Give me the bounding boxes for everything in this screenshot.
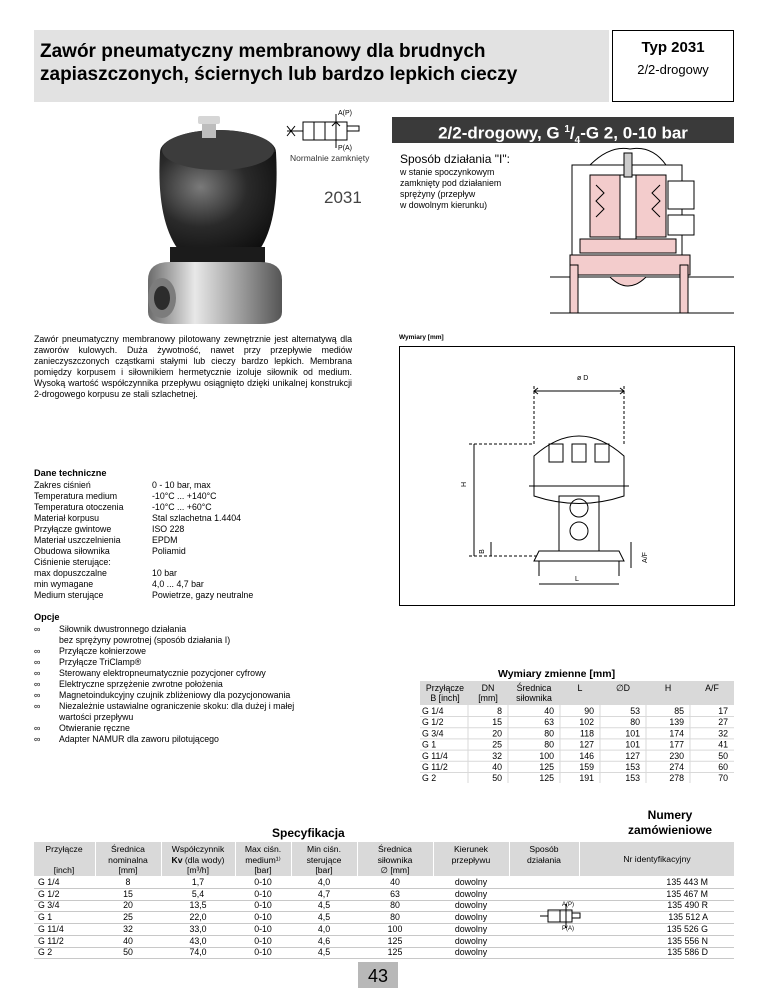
table-cell: 230 — [669, 750, 684, 761]
spec-cell: G 1 — [38, 912, 53, 923]
spec-header-line: siłownika — [377, 854, 413, 865]
spec-cell: 20 — [123, 900, 133, 911]
spec-header — [96, 844, 160, 876]
tech-row — [34, 590, 364, 601]
bullet-icon: ∞ — [34, 734, 41, 744]
spec-cell: 0-10 — [254, 947, 272, 958]
table-cell: 40 — [492, 762, 502, 772]
option-text: wartości przepływu — [59, 712, 134, 722]
table-cell: 53 — [630, 706, 640, 716]
spec-cell: 0-10 — [254, 935, 272, 946]
table-cell: 80 — [630, 717, 640, 728]
tech-value: -10°C ... +140°C — [152, 491, 217, 501]
normal-closed-label: Normalnie zamknięty — [290, 153, 370, 163]
table-cell: 125 — [539, 773, 554, 783]
spec-header-line: [bar] — [254, 865, 272, 875]
option-text: Elektryczne sprzężenie zwrotne położenia — [59, 679, 223, 689]
page-title: Zawór pneumatyczny membranowy dla brudnych zapiaszczonych, ściernych lub bardzo lepkich cieczy — [40, 41, 518, 85]
model-number: 2031 — [324, 188, 362, 207]
table-cell: 153 — [625, 773, 640, 783]
spec-header — [34, 844, 94, 876]
dim-l-label: L — [575, 576, 579, 583]
variable-dims-table — [420, 681, 734, 783]
spec-cell: dowolny — [454, 947, 488, 958]
spec-header-line: przepływu — [451, 854, 491, 865]
table-cell: 101 — [625, 739, 640, 750]
table-cell: 85 — [674, 706, 684, 716]
table-cell: 153 — [625, 762, 640, 772]
spec-cell: 25 — [123, 912, 133, 923]
tech-row — [34, 524, 364, 535]
tech-value: Powietrze, gazy neutralne — [152, 590, 254, 600]
tech-value: 4,0 ... 4,7 bar — [152, 579, 204, 589]
tech-value: ISO 228 — [152, 524, 185, 534]
bullet-icon: ∞ — [34, 701, 41, 711]
table-cell: 102 — [579, 717, 594, 728]
table-cell: 125 — [539, 762, 554, 772]
option-text: Siłownik dwustronnego działania — [59, 624, 187, 634]
dim-af-label: A/F — [641, 552, 649, 563]
spec-cell: 4,5 — [317, 947, 331, 958]
tech-key: Medium sterujące — [34, 590, 104, 600]
spec-cell: 135 556 N — [667, 935, 708, 946]
tech-key: Obudowa siłownika — [34, 546, 110, 556]
spec-header-line: [mm] — [118, 865, 138, 875]
row-rule — [34, 958, 734, 959]
spec-cell: 125 — [387, 935, 403, 946]
tech-row — [34, 568, 364, 579]
dim-b-label: B — [478, 549, 486, 554]
bullet-icon: ∞ — [34, 690, 41, 700]
spec-cell: 0-10 — [254, 900, 272, 911]
tech-row — [34, 513, 364, 524]
table-cell: 278 — [669, 773, 684, 783]
option-text: Sterowany elektropneumatycznie pozycjoner cyfrowy — [59, 668, 266, 678]
spec-cell: 43,0 — [189, 935, 207, 946]
table-cell: 118 — [579, 728, 594, 739]
spec-header — [510, 844, 578, 865]
spec-cell: 135 526 G — [666, 923, 708, 934]
spec-header — [236, 844, 290, 876]
spec-port-p-label: P(A) — [562, 926, 574, 932]
table-cell: 60 — [718, 762, 728, 772]
spec-header-line: ∅ [mm] — [380, 865, 410, 875]
spec-cell: 74,0 — [189, 947, 207, 958]
spec-cell: 0-10 — [254, 877, 272, 887]
table-cell: 80 — [544, 728, 554, 739]
tech-value: 10 bar — [152, 568, 177, 578]
spec-cell: G 2 — [38, 947, 53, 958]
option-text: Przyłącze kołnierzowe — [59, 646, 147, 656]
tech-row — [34, 480, 364, 491]
spec-cell: G 11/4 — [38, 923, 64, 934]
spec-header-kv: Kv — [171, 854, 183, 865]
spec-cell: dowolny — [454, 900, 488, 911]
variant-bar: 2/2-drogowy, G $^1/_4-G$ 2, 0-10 bar — [392, 117, 734, 143]
spec-cell: 50 — [123, 947, 133, 958]
spec-cell: G 1/2 — [38, 888, 60, 899]
dim-d-label: ø D — [577, 375, 589, 382]
table-cell: 191 — [579, 773, 594, 783]
tech-row — [34, 535, 364, 546]
spec-cell: 125 — [387, 947, 403, 958]
tech-key: Materiał uszczelnienia — [34, 535, 121, 545]
table-header: siłownika — [516, 693, 552, 703]
table-cell: 174 — [669, 728, 684, 739]
spec-header-line: Współczynnik — [171, 844, 225, 854]
spec-header-line: sterujące — [306, 854, 342, 865]
tech-title: Dane techniczne — [34, 468, 107, 478]
spec-cell: 4,0 — [317, 877, 331, 887]
page-number: 43 — [358, 962, 398, 988]
table-cell: 127 — [579, 739, 594, 750]
spec-cell: dowolny — [454, 888, 488, 899]
table-header: A/F — [705, 683, 719, 693]
spec-header-line: medium¹⁾ — [245, 854, 281, 865]
spec-header-line: Średnica — [378, 844, 412, 854]
table-cell: G 2 — [422, 773, 437, 783]
spec-cell: G 1/4 — [38, 877, 60, 887]
port-p-label: P(A) — [338, 145, 352, 152]
tech-key: max dopuszczalne — [34, 568, 107, 578]
spec-cell: G 3/4 — [38, 900, 60, 911]
option-text: Adapter NAMUR dla zaworu pilotującego — [59, 734, 219, 744]
option-text: Niezależnie ustawialne ograniczenie skoku: dla dużej i małej — [59, 701, 295, 711]
product-description: Zawór pneumatyczny membranowy pilotowany zewnętrznie jest alternatywą dla zaworów kulowych. Duża żywotność, nawet przy przepływie mediów zanieczyszczonych cząstkami stałymi lub cieczy bardzo lepkich. Membrana pomiędzy korpusem i siłownikiem hermetycznie izoluje siłownik od medium. Wysoką wartość współczynnika przepływu osiągnięto dzięki unikalnej konstrukcji 2-drogowego korpusu ze stali szlachetnej. — [34, 334, 352, 399]
table-cell: 139 — [669, 717, 684, 728]
spec-cell: 135 467 M — [666, 888, 708, 899]
spec-cell: 80 — [390, 912, 400, 923]
tech-row — [34, 546, 364, 557]
spec-header — [162, 844, 234, 876]
spec-cell: 135 443 M — [666, 877, 708, 887]
tech-row — [34, 579, 364, 590]
table-cell: 32 — [718, 728, 728, 739]
table-cell: 159 — [579, 762, 594, 772]
option-text: Przyłącze TriClamp® — [59, 657, 142, 667]
bullet-icon: ∞ — [34, 668, 41, 678]
table-cell: 25 — [492, 739, 502, 750]
table-cell: 101 — [625, 728, 640, 739]
spec-header-line: Sposób — [529, 844, 559, 854]
tech-value: 0 - 10 bar, max — [152, 480, 211, 490]
bullet-icon: ∞ — [34, 646, 41, 656]
spec-cell: 135 512 A — [668, 912, 708, 923]
spec-header — [292, 844, 356, 876]
dimensions-label: Wymiary [mm] — [399, 334, 444, 341]
spec-header-line — [34, 855, 94, 866]
bullet-icon: ∞ — [34, 723, 41, 733]
spec-header-line: [bar] — [315, 865, 333, 875]
tech-value: -10°C ... +60°C — [152, 502, 212, 512]
spec-cell: dowolny — [454, 935, 488, 946]
option-text: Magnetoindukcyjny czujnik zbliżeniowy dla pozycjonowania — [59, 690, 291, 700]
spec-cell: 0-10 — [254, 923, 272, 934]
table-cell: 20 — [492, 728, 502, 739]
spec-header-line: (dla wody) — [182, 854, 225, 865]
dim-h-label: H — [461, 481, 469, 488]
table-cell: 90 — [584, 706, 594, 716]
valve-symbol-icon — [283, 108, 373, 154]
table-cell: 70 — [718, 773, 728, 783]
table-cell: G 1 — [422, 739, 437, 750]
table-cell: 8 — [497, 706, 502, 716]
spec-header — [358, 844, 432, 876]
spec-cell: 80 — [390, 900, 400, 911]
tech-key: Temperatura otoczenia — [34, 502, 124, 512]
spec-cell: 135 490 R — [667, 900, 708, 911]
tech-key: Ciśnienie sterujące: — [34, 557, 111, 567]
table-cell: 177 — [669, 739, 684, 750]
spec-header-line: nominalna — [108, 854, 148, 865]
section-drawing — [550, 145, 734, 325]
table-cell: 32 — [492, 750, 502, 761]
option-text: Otwieranie ręczne — [59, 723, 130, 733]
bullet-icon: ∞ — [34, 679, 41, 689]
options-title: Opcje — [34, 612, 60, 622]
tech-row — [34, 557, 364, 568]
table-cell: 40 — [544, 706, 554, 716]
tech-value: Stal szlachetna 1.4404 — [152, 513, 242, 523]
spec-cell: 4,5 — [317, 900, 331, 911]
type-label: Typ 2031 — [641, 39, 705, 56]
port-a-label: A(P) — [338, 110, 352, 117]
column-separator — [509, 842, 510, 960]
spec-header-line: [m³/h] — [187, 865, 209, 875]
spec-header-line: Min ciśn. — [307, 844, 341, 854]
spec-cell: 33,0 — [189, 923, 207, 934]
tech-value: Poliamid — [152, 546, 186, 556]
spec-title: Specyfikacja — [272, 826, 345, 840]
spec-cell: dowolny — [454, 912, 488, 923]
table-header: H — [664, 683, 672, 693]
table-cell: 50 — [718, 750, 728, 761]
table-cell: G 11/4 — [422, 750, 448, 761]
spec-cell: 100 — [387, 923, 403, 934]
spec-cell: 135 586 D — [667, 947, 708, 958]
spec-cell: 13,5 — [189, 900, 207, 911]
table-header: ∅D — [615, 683, 631, 693]
spec-cell: 4,6 — [317, 935, 331, 946]
spec-cell: 63 — [390, 888, 400, 899]
spec-cell: 0-10 — [254, 888, 272, 899]
table-cell: G 1/2 — [422, 717, 444, 728]
table-cell: 127 — [625, 750, 640, 761]
spec-cell: 40 — [123, 935, 133, 946]
spec-header-line — [162, 855, 234, 866]
spec-header — [434, 844, 508, 865]
type-box — [612, 30, 734, 102]
spec-cell: 8 — [125, 877, 131, 887]
type-sub: 2/2-drogowy — [637, 62, 709, 77]
tech-value: EPDM — [152, 535, 178, 545]
spec-header-line: działania — [527, 854, 561, 865]
spec-cell: 1,7 — [191, 877, 205, 887]
table-cell: 146 — [579, 750, 594, 761]
tech-key: min wymagane — [34, 579, 94, 589]
table-header: DN — [481, 683, 495, 693]
spec-header-line: Przyłącze — [45, 844, 83, 854]
table-cell: G 11/2 — [422, 762, 448, 772]
table-cell: 100 — [539, 750, 554, 761]
bullet-icon: ∞ — [34, 657, 41, 667]
table-cell: 80 — [544, 739, 554, 750]
spec-cell: G 11/2 — [38, 935, 64, 946]
spec-header-line: [inch] — [53, 865, 75, 875]
tech-row — [34, 491, 364, 502]
spec-cell: 4,5 — [317, 912, 331, 923]
table-header: B [inch] — [430, 693, 460, 703]
spec-header-line: Średnica — [111, 844, 145, 854]
table-header: Przyłącze — [425, 683, 465, 693]
table-header: [mm] — [478, 693, 498, 703]
mode-description: w stanie spoczynkowym zamknięty pod działaniem sprężyny (przepływ w dowolnym kierunku) — [400, 167, 502, 210]
tech-key: Materiał korpusu — [34, 513, 100, 523]
tech-key: Przyłącze gwintowe — [34, 524, 112, 534]
spec-port-a-label: A(P) — [562, 902, 574, 908]
table-cell: G 1/4 — [422, 706, 444, 716]
table-cell: 41 — [718, 739, 728, 750]
table-cell: 27 — [718, 717, 728, 728]
dimension-drawing — [399, 346, 735, 606]
table-cell: 63 — [544, 717, 554, 728]
table-cell: 15 — [492, 717, 502, 728]
variable-dims-title: Wymiary zmienne [mm] — [498, 668, 616, 680]
spec-cell: 40 — [390, 877, 400, 887]
tech-row — [34, 502, 364, 513]
spec-cell: dowolny — [454, 877, 488, 887]
spec-cell: 15 — [123, 888, 133, 899]
spec-cell: 4,7 — [317, 888, 331, 899]
spec-cell: dowolny — [454, 923, 488, 934]
option-text: bez sprężyny powrotnej (sposób działania I) — [59, 635, 231, 645]
spec-cell: 4,0 — [317, 923, 331, 934]
valve-photo — [140, 112, 290, 326]
mode-title: Sposób działania "I": — [400, 152, 510, 166]
table-cell: 50 — [492, 773, 502, 783]
tech-key: Temperatura medium — [34, 491, 118, 501]
spec-cell: 0-10 — [254, 912, 272, 923]
spec-header-line: Kierunek — [454, 844, 488, 854]
table-header: Średnica — [516, 683, 552, 693]
spec-cell: 22,0 — [189, 912, 207, 923]
table-cell: G 3/4 — [422, 728, 444, 739]
table-cell: 274 — [669, 762, 684, 772]
spec-cell: 5,4 — [191, 888, 205, 899]
spec-header-line: Max ciśn. — [244, 844, 282, 854]
table-cell: 17 — [718, 706, 728, 716]
table-header: L — [577, 683, 583, 693]
bullet-icon: ∞ — [34, 624, 41, 634]
tech-key: Zakres ciśnień — [34, 480, 91, 490]
order-title: Numery zamówieniowe — [627, 808, 713, 837]
spec-cell: 32 — [123, 923, 133, 934]
spec-header-line: Nr identyfikacyjny — [623, 854, 691, 864]
spec-header — [580, 854, 734, 865]
